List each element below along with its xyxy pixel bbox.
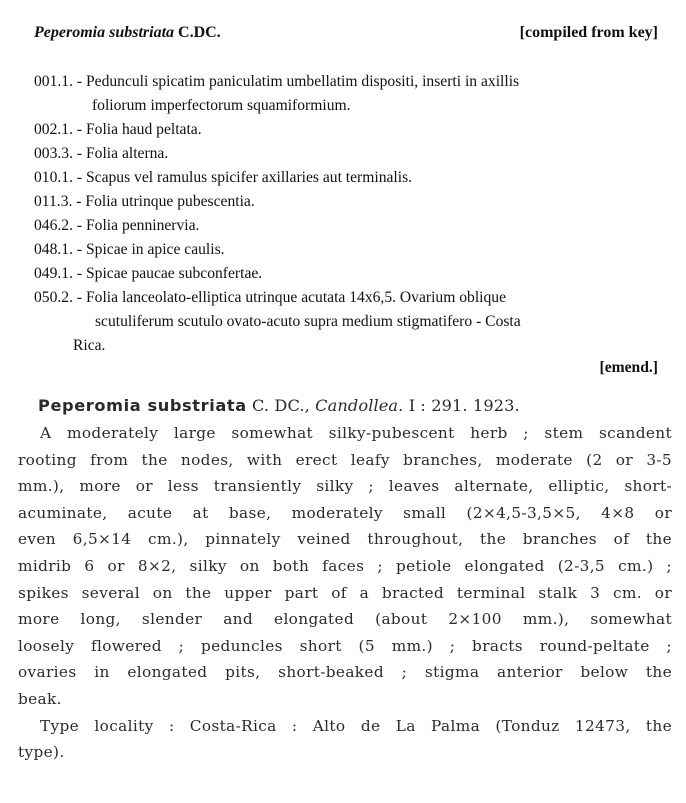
description-line: loosely flowered ; peduncles short (5 mm.) ; bracts round-peltate ; [18, 636, 672, 655]
description-title [18, 392, 672, 420]
key-line: Folia penninervia. [85, 217, 200, 234]
description-line: spikes several on the upper part of a bracted terminal stalk 3 cm. or [18, 583, 672, 602]
type-locality-line: Type locality : Costa-Rica : Alto de La Palma (Tonduz 12473, the [40, 716, 672, 735]
emend-note: [emend.] [599, 359, 658, 376]
key-line: scutuliferum scutulo ovato-acuto supra medium stigmatifero - Costa [94, 313, 521, 330]
key-entry [34, 118, 662, 142]
type-locality-line: type). [18, 743, 65, 762]
key-text [86, 214, 662, 238]
key-entry [34, 214, 662, 238]
description-author: C. DC., [251, 396, 310, 415]
description-line: mm.), more or less transiently silky ; leaves alternate, elliptic, short- [18, 477, 672, 496]
key-code: 046.2. - [34, 217, 86, 234]
key-text [72, 286, 662, 358]
key-code: 011.3. - [34, 193, 86, 210]
key-text [86, 70, 662, 118]
key-line: Folia utrinque pubescentia. [85, 193, 255, 210]
key-text [86, 142, 662, 166]
key-code: 049.1. - [34, 265, 86, 282]
key-line: Spicae paucae subconfertae. [85, 265, 263, 282]
key-entry [34, 262, 662, 286]
description-body [18, 420, 672, 713]
header-author: C.DC. [178, 24, 221, 41]
key-line: Folia haud peltata. [85, 121, 202, 138]
key-line: Folia alterna. [85, 145, 169, 162]
key-line: Pedunculi spicatim paniculatim umbellatim dispositi, inserti in axillis [85, 73, 520, 90]
description-line: midrib 6 or 8×2, silky on both faces ; petiole elongated (2-3,5 cm.) ; [18, 556, 672, 575]
key-code: 010.1. - [34, 169, 86, 186]
key-entry [34, 190, 662, 214]
description-line: beak. [18, 689, 62, 708]
description-line: acuminate, acute at base, moderately small (2×4,5-3,5×5, 4×8 or [18, 503, 672, 522]
key-text [86, 262, 662, 286]
key-text [86, 238, 662, 262]
key-entries [34, 70, 662, 358]
key-entry [34, 286, 662, 358]
compiled-note: [compiled from key] [519, 24, 658, 41]
key-code: 003.3. - [34, 145, 86, 162]
key-code: 001.1. - [34, 73, 86, 90]
type-locality [18, 713, 672, 766]
description-line: A moderately large somewhat silky-pubescent herb ; stem scandent [40, 424, 672, 442]
key-text [85, 190, 662, 214]
header-species-name: Peperomia substriata [34, 24, 175, 41]
key-line: Scapus vel ramulus spicifer axillaries aut terminalis. [85, 169, 413, 186]
description-line: ovaries in elongated pits, short-beaked ; stigma anterior below the [18, 663, 672, 682]
key-entry [34, 142, 662, 166]
description-citation: I : 291. 1923. [408, 396, 520, 415]
key-line: Spicae in apice caulis. [85, 241, 225, 258]
description-line: rooting from the nodes, with erect leafy branches, moderate (2 or 3-5 [18, 450, 672, 469]
key-code: 002.1. - [34, 121, 86, 138]
key-code: 048.1. - [34, 241, 86, 258]
key-line: Folia lanceolato-elliptica utrinque acutata 14x6,5. Ovarium oblique [85, 289, 507, 306]
description-species-name: Peperomia substriata [38, 396, 247, 415]
key-entry [34, 166, 662, 190]
key-line: Rica. [72, 337, 106, 354]
description-line: more long, slender and elongated (about 2×100 mm.), somewhat [18, 610, 672, 629]
key-code: 050.2. - [34, 289, 86, 306]
key-line: foliorum imperfectorum squamiformium. [91, 97, 351, 114]
key-text [86, 166, 662, 190]
species-description [18, 392, 672, 766]
description-line: even 6,5×14 cm.), pinnately veined throughout, the branches of the [18, 530, 672, 549]
key-entry [34, 70, 662, 118]
description-journal: Candollea. [315, 396, 404, 415]
key-text [86, 118, 662, 142]
key-entry [34, 238, 662, 262]
key-header [34, 22, 658, 44]
